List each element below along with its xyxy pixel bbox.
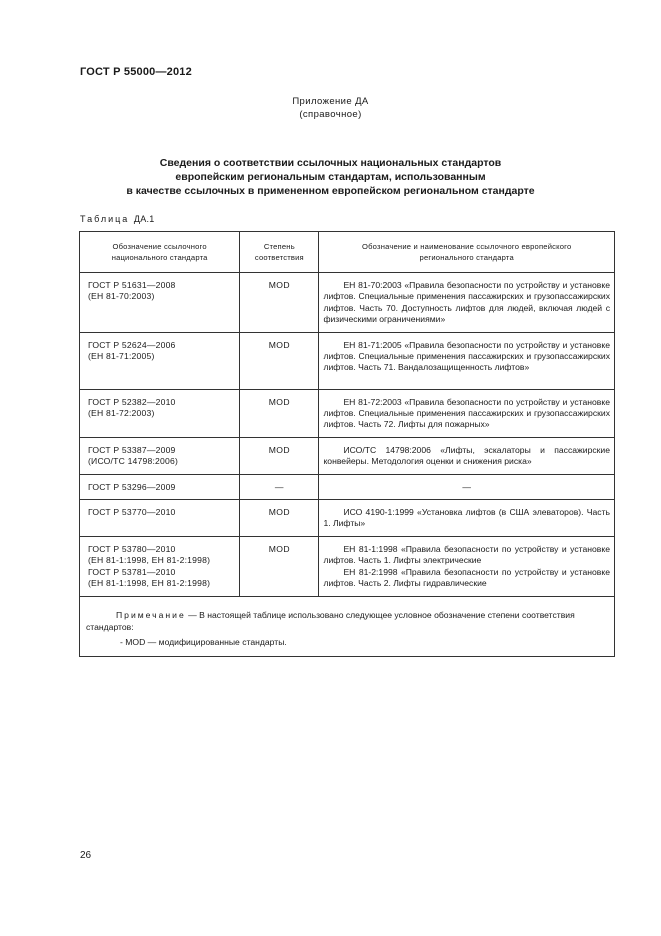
- national-standard-code: ГОСТ Р 53770—2010: [88, 507, 176, 518]
- table-row: [80, 536, 615, 596]
- national-standard-cell: [80, 536, 240, 596]
- header-col2-line1: Степень: [263, 242, 295, 251]
- table-header-row: [80, 232, 615, 273]
- header-col3-line1: Обозначение и наименование ссылочного европейского: [362, 242, 572, 251]
- european-standard-text: ЕН 81-72:2003 «Правила безопасности по устройству и установке лифтов. Специальные применения пассажирских и грузопассажирских лифтов. Часть 72. Лифты для пожарных»: [323, 396, 610, 430]
- title-line-3: в качестве ссылочных в примененном европейском региональном стандарте: [126, 185, 535, 197]
- national-standard-code: ГОСТ Р 53387—2009: [88, 444, 176, 455]
- table-note: [80, 596, 615, 657]
- header-european-standard: [319, 232, 615, 273]
- table-caption-word: Таблица: [80, 214, 130, 224]
- degree-cell: —: [240, 474, 319, 499]
- appendix-name: Приложение ДА: [292, 96, 369, 107]
- degree-cell: MOD: [240, 536, 319, 596]
- national-standard-ref: (ЕН 81-70:2003): [88, 291, 155, 302]
- european-standard-cell: [319, 500, 615, 537]
- european-standard-cell: [319, 389, 615, 437]
- table-row: [80, 500, 615, 537]
- appendix-title: [0, 156, 661, 198]
- degree-cell: MOD: [240, 332, 319, 389]
- header-col2-line2: соответствия: [254, 253, 304, 262]
- national-standard-ref: (ЕН 81-1:1998, ЕН 81-2:1998): [88, 555, 211, 566]
- table-row: [80, 389, 615, 437]
- national-standard-ref: (ЕН 81-71:2005): [88, 351, 155, 362]
- table-row: [80, 273, 615, 333]
- national-standard-ref: (ИСО/ТС 14798:2006): [88, 456, 179, 467]
- national-standard-code: ГОСТ Р 53296—2009: [88, 481, 176, 492]
- note-text: — В настоящей таблице использовано следующее условное обозначение степени соответствия стандартов:: [86, 609, 575, 632]
- european-standard-cell: [319, 273, 615, 333]
- european-standard-cell: —: [319, 474, 615, 499]
- header-col1-line1: Обозначение ссылочного: [112, 242, 207, 251]
- title-line-2: европейским региональным стандартам, использованным: [175, 171, 486, 183]
- correspondence-table: [79, 231, 615, 657]
- national-standard-cell: [80, 389, 240, 437]
- european-standard-text: ИСО 4190-1:1999 «Установка лифтов (в США элеваторов). Часть 1. Лифты»: [323, 507, 610, 529]
- national-standard-ref: (ЕН 81-72:2003): [88, 408, 155, 419]
- european-standard-text: ЕН 81-2:1998 «Правила безопасности по устройству и установке лифтов. Часть 2. Лифты гидравлические: [323, 566, 610, 589]
- table-caption-number: ДА.1: [133, 214, 155, 224]
- table-row: [80, 437, 615, 474]
- page-number: 26: [80, 850, 92, 861]
- european-standard-text: ЕН 81-1:1998 «Правила безопасности по устройству и установке лифтов. Часть 1. Лифты электрические: [323, 543, 610, 566]
- degree-cell: MOD: [240, 500, 319, 537]
- european-standard-text: ИСО/ТС 14798:2006 «Лифты, эскалаторы и пассажирские конвейеры. Методология оценки и снижения риска»: [323, 444, 610, 467]
- table-row: [80, 474, 615, 499]
- national-standard-cell: [80, 273, 240, 333]
- national-standard-code: ГОСТ Р 51631—2008: [88, 280, 176, 290]
- appendix-kind: (справочное): [299, 109, 362, 120]
- national-standard-cell: [80, 332, 240, 389]
- table-note-row: [80, 596, 615, 657]
- national-standard-cell: [80, 500, 240, 537]
- note-item: - MOD — модифицированные стандарты.: [120, 636, 287, 647]
- national-standard-cell: [80, 474, 240, 499]
- national-standard-ref: (ЕН 81-1:1998, ЕН 81-2:1998): [88, 578, 211, 589]
- degree-cell: MOD: [240, 273, 319, 333]
- european-standard-cell: [319, 332, 615, 389]
- table-row: [80, 332, 615, 389]
- title-line-1: Сведения о соответствии ссылочных национальных стандартов: [159, 157, 502, 169]
- table-caption: [80, 214, 155, 224]
- national-standard-cell: [80, 437, 240, 474]
- note-label: Примечание: [116, 609, 186, 620]
- national-standard-code: ГОСТ Р 53780—2010: [88, 543, 176, 554]
- standard-code: ГОСТ Р 55000—2012: [80, 66, 192, 78]
- header-national-standard: [80, 232, 240, 273]
- european-standard-text: ЕН 81-70:2003 «Правила безопасности по устройству и установке лифтов. Специальные применения пассажирских и грузопассажирских лифтов. Часть 70. Доступность лифтов для людей, включая людей с физическими ограничениями»: [323, 280, 610, 325]
- degree-cell: MOD: [240, 389, 319, 437]
- european-standard-cell: [319, 536, 615, 596]
- header-col3-line2: регионального стандарта: [419, 253, 514, 262]
- national-standard-code: ГОСТ Р 52624—2006: [88, 339, 176, 350]
- note-paragraph: [86, 609, 608, 633]
- header-col1-line2: национального стандарта: [111, 253, 208, 262]
- european-standard-text: ЕН 81-71:2005 «Правила безопасности по устройству и установке лифтов. Специальные применения пассажирских и грузопассажирских лифтов. Часть 71. Вандалозащищенность лифтов»: [323, 339, 610, 373]
- national-standard-code: ГОСТ Р 53781—2010: [88, 566, 176, 577]
- national-standard-code: ГОСТ Р 52382—2010: [88, 396, 176, 407]
- header-degree: [240, 232, 319, 273]
- degree-cell: MOD: [240, 437, 319, 474]
- european-standard-cell: [319, 437, 615, 474]
